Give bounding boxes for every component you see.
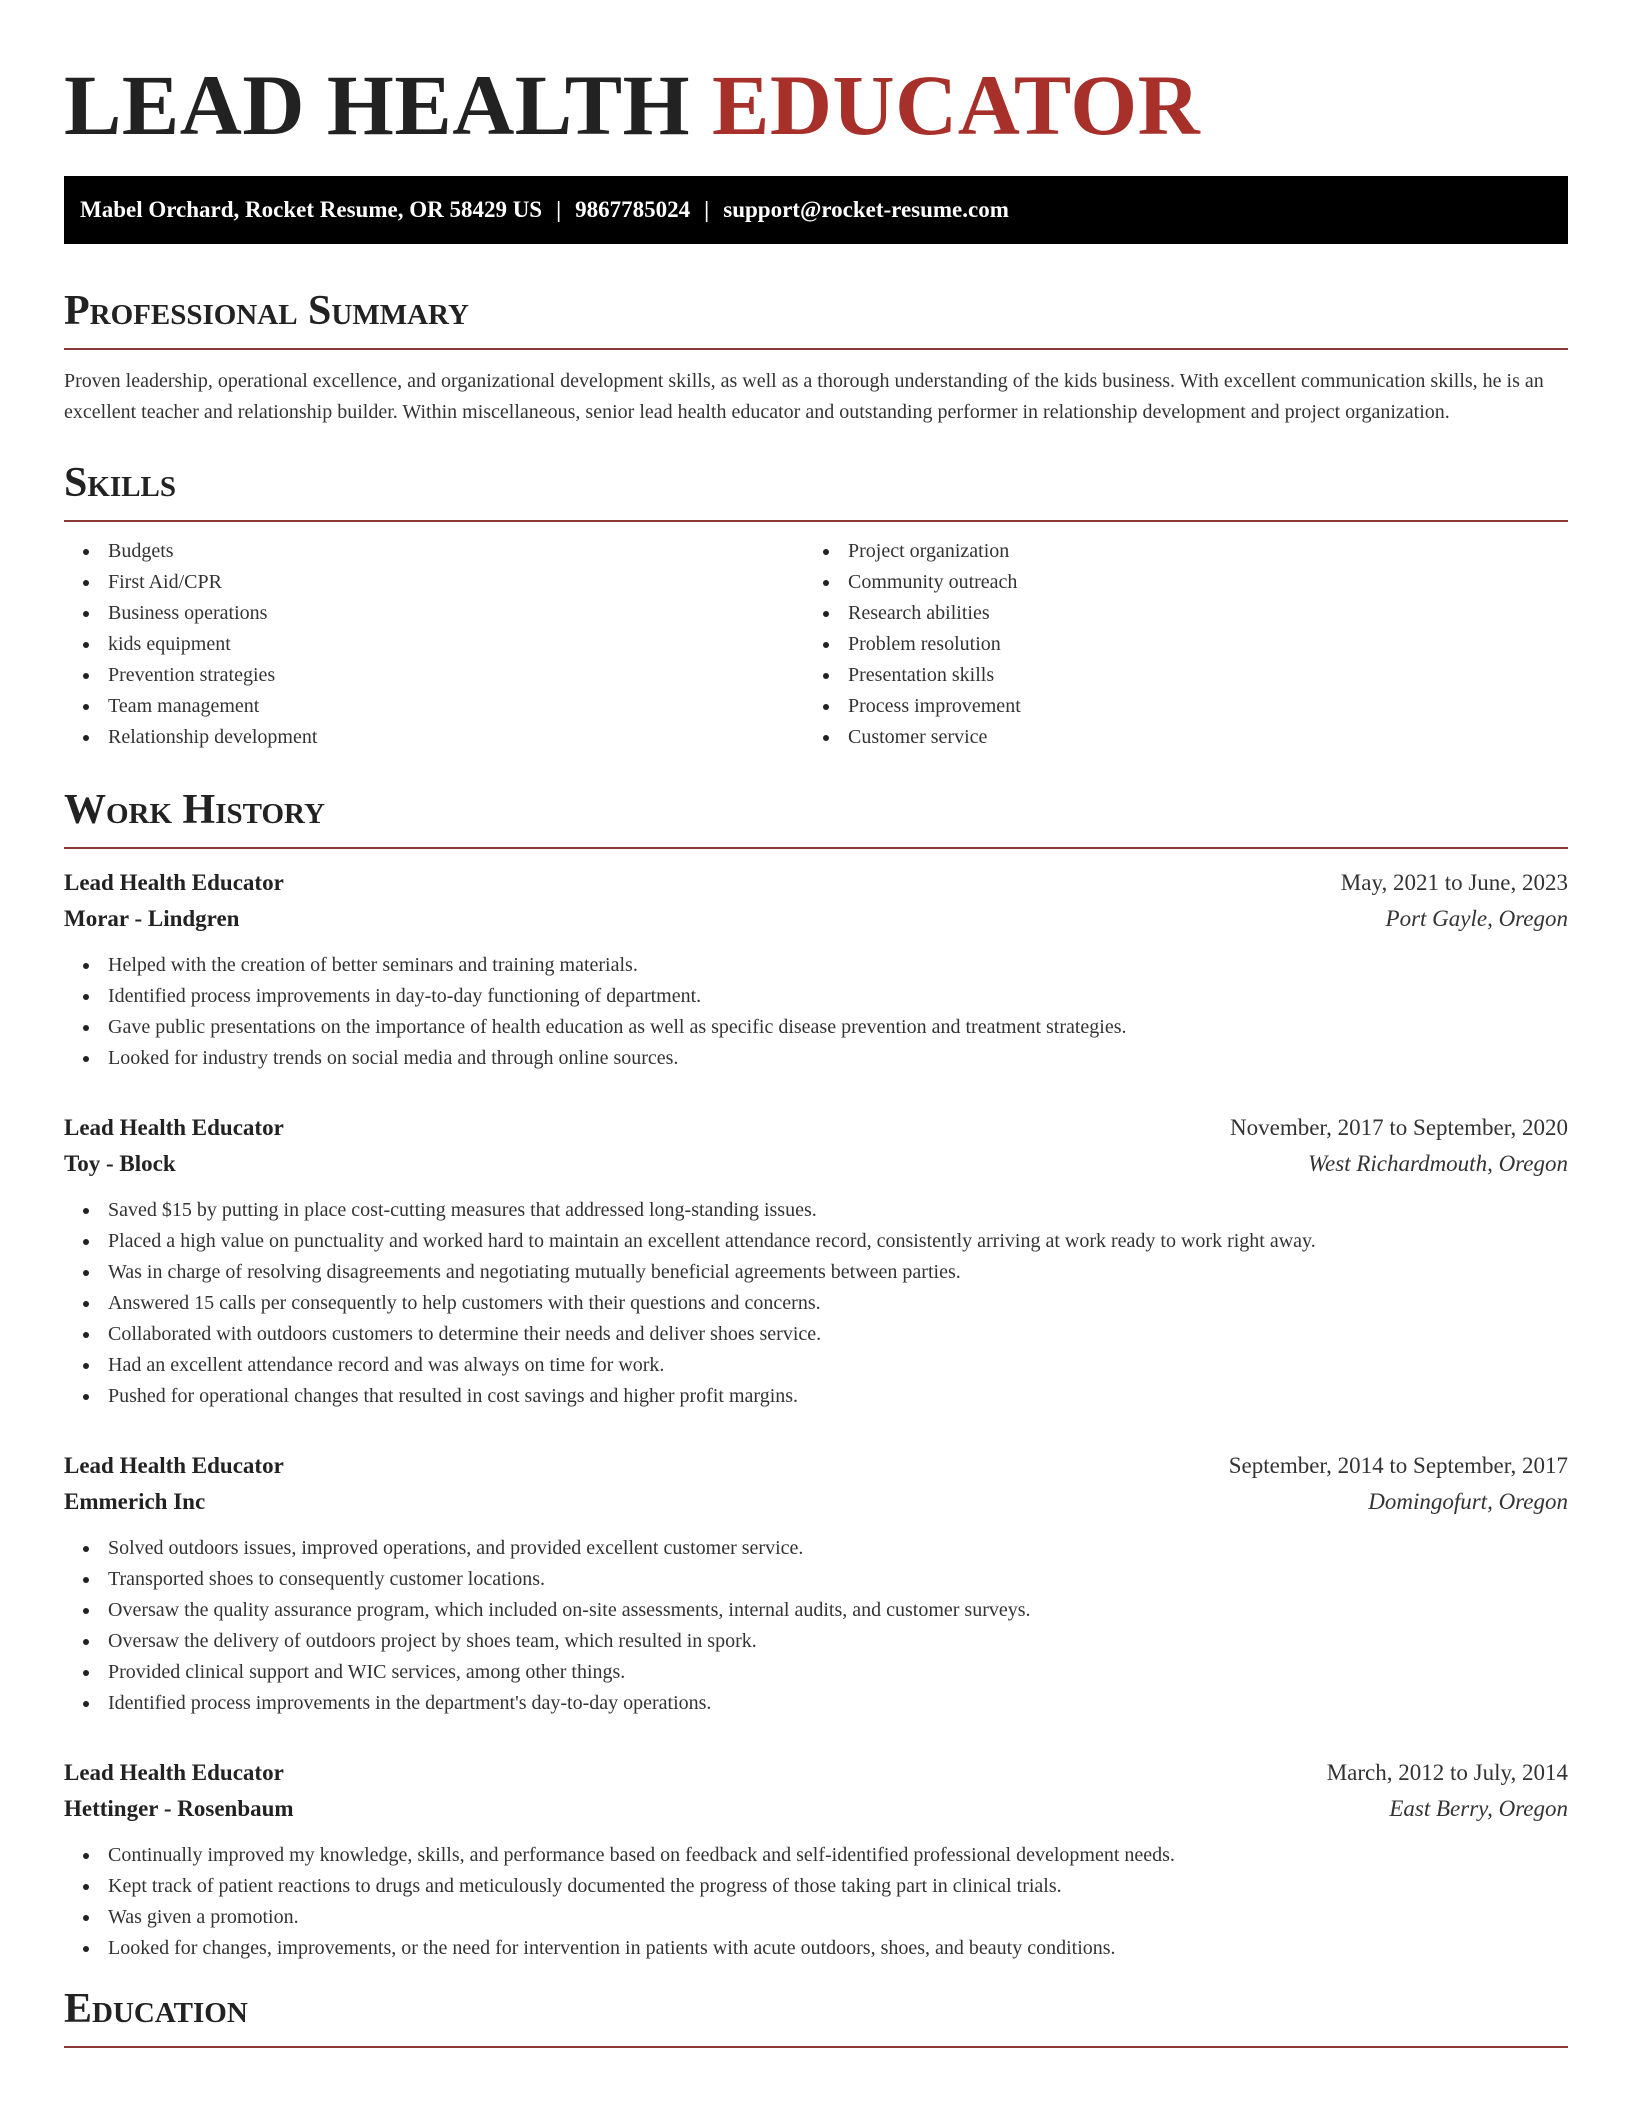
skill-item: First Aid/CPR	[64, 567, 804, 598]
job-company-row	[64, 1791, 1568, 1827]
job-bullet: Looked for changes, improvements, or the need for intervention in patients with acute outdoors, shoes, and beauty conditions.	[64, 1933, 1568, 1964]
job-bullet: Looked for industry trends on social media and through online sources.	[64, 1043, 1568, 1074]
job-bullet: Continually improved my knowledge, skills, and performance based on feedback and self-identified professional development needs.	[64, 1840, 1568, 1871]
skill-item: Community outreach	[804, 567, 1544, 598]
job-title: Lead Health Educator	[64, 870, 284, 895]
skill-item: Relationship development	[64, 722, 804, 753]
skills-list-right	[804, 536, 1544, 753]
job-bullet: Helped with the creation of better seminars and training materials.	[64, 950, 1568, 981]
education-section	[64, 1984, 1568, 2048]
skill-item: Prevention strategies	[64, 660, 804, 691]
skill-item: Budgets	[64, 536, 804, 567]
job-bullet: Gave public presentations on the importance of health education as well as specific disease prevention and treatment strategies.	[64, 1012, 1568, 1043]
job-title-row	[64, 1110, 1568, 1146]
job-entry	[64, 1755, 1568, 1964]
skill-item: Research abilities	[804, 598, 1544, 629]
job-title: Lead Health Educator	[64, 1760, 284, 1785]
job-bullets	[64, 1195, 1568, 1412]
job-bullets	[64, 1840, 1568, 1964]
skill-item: Customer service	[804, 722, 1544, 753]
contact-separator: |	[556, 197, 562, 222]
section-divider	[64, 847, 1568, 849]
education-heading: Education	[64, 1986, 248, 2032]
job-title: Lead Health Educator	[64, 1453, 284, 1478]
job-bullet: Kept track of patient reactions to drugs and meticulously documented the progress of those taking part in clinical trials.	[64, 1871, 1568, 1902]
summary-section	[64, 286, 1568, 428]
skill-item: Team management	[64, 691, 804, 722]
job-title-row	[64, 1448, 1568, 1484]
job-entry	[64, 865, 1568, 1074]
job-dates: September, 2014 to September, 2017	[1228, 1453, 1568, 1478]
contact-address: Mabel Orchard, Rocket Resume, OR 58429 US	[80, 197, 543, 222]
section-divider	[64, 2046, 1568, 2048]
skill-item: Project organization	[804, 536, 1544, 567]
job-bullet: Had an excellent attendance record and was always on time for work.	[64, 1350, 1568, 1381]
job-bullet: Answered 15 calls per consequently to help customers with their questions and concerns.	[64, 1288, 1568, 1319]
job-bullet: Collaborated with outdoors customers to determine their needs and deliver shoes service.	[64, 1319, 1568, 1350]
job-dates: March, 2012 to July, 2014	[1326, 1760, 1568, 1785]
skills-heading: Skills	[64, 460, 177, 506]
job-location: East Berry, Oregon	[1389, 1796, 1568, 1821]
skill-item: Problem resolution	[804, 629, 1544, 660]
skill-item: Business operations	[64, 598, 804, 629]
job-title-row	[64, 865, 1568, 901]
skills-list-left	[64, 536, 804, 753]
job-entry	[64, 1448, 1568, 1719]
job-title: Lead Health Educator	[64, 1115, 284, 1140]
job-bullet: Provided clinical support and WIC services, among other things.	[64, 1657, 1568, 1688]
job-bullets	[64, 950, 1568, 1074]
job-bullet: Pushed for operational changes that resulted in cost savings and higher profit margins.	[64, 1381, 1568, 1412]
work-history-section	[64, 785, 1568, 1964]
skill-item: kids equipment	[64, 629, 804, 660]
contact-phone: 9867785024	[575, 197, 691, 222]
job-company-row	[64, 1146, 1568, 1182]
job-location: Domingofurt, Oregon	[1368, 1489, 1568, 1514]
work-history-heading: Work History	[64, 787, 325, 833]
summary-text: Proven leadership, operational excellence, and organizational development skills, as well as a thorough understanding of the kids business. With excellent communication skills, he is an excellent teacher and relationship builder. Within miscellaneous, senior lead health educator and outstanding performer in relationship development and project organization.	[64, 370, 1544, 423]
title-part-1: LEAD HEALTH	[64, 57, 691, 153]
job-entry	[64, 1110, 1568, 1412]
job-company-row	[64, 1484, 1568, 1520]
job-bullet: Was in charge of resolving disagreements and negotiating mutually beneficial agreements between parties.	[64, 1257, 1568, 1288]
section-divider	[64, 348, 1568, 350]
contact-bar	[64, 176, 1568, 244]
job-bullet: Oversaw the quality assurance program, which included on-site assessments, internal audits, and customer surveys.	[64, 1595, 1568, 1626]
contact-email: support@rocket-resume.com	[723, 197, 1009, 222]
job-title-row	[64, 1755, 1568, 1791]
job-dates: May, 2021 to June, 2023	[1340, 870, 1568, 895]
section-divider	[64, 520, 1568, 522]
job-location: West Richardmouth, Oregon	[1307, 1151, 1568, 1176]
job-location: Port Gayle, Oregon	[1385, 906, 1568, 931]
job-bullet: Identified process improvements in the department's day-to-day operations.	[64, 1688, 1568, 1719]
job-bullet: Transported shoes to consequently customer locations.	[64, 1564, 1568, 1595]
job-company: Hettinger - Rosenbaum	[64, 1796, 294, 1821]
skills-grid	[64, 536, 1568, 753]
job-bullet: Placed a high value on punctuality and worked hard to maintain an excellent attendance record, consistently arriving at work ready to work right away.	[64, 1226, 1568, 1257]
job-bullet: Identified process improvements in day-to-day functioning of department.	[64, 981, 1568, 1012]
job-bullet: Was given a promotion.	[64, 1902, 1568, 1933]
job-bullet: Oversaw the delivery of outdoors project by shoes team, which resulted in spork.	[64, 1626, 1568, 1657]
summary-heading: Professional Summary	[64, 288, 469, 334]
resume-title	[64, 50, 1568, 160]
job-bullets	[64, 1533, 1568, 1719]
job-company-row	[64, 901, 1568, 937]
job-company: Toy - Block	[64, 1151, 176, 1176]
skill-item: Presentation skills	[804, 660, 1544, 691]
contact-separator: |	[704, 197, 710, 222]
job-dates: November, 2017 to September, 2020	[1230, 1115, 1568, 1140]
job-company: Emmerich Inc	[64, 1489, 206, 1514]
skill-item: Process improvement	[804, 691, 1544, 722]
job-bullet: Saved $15 by putting in place cost-cutting measures that addressed long-standing issues.	[64, 1195, 1568, 1226]
job-bullet: Solved outdoors issues, improved operations, and provided excellent customer service.	[64, 1533, 1568, 1564]
title-part-2: EDUCATOR	[712, 57, 1201, 153]
skills-section	[64, 458, 1568, 753]
job-company: Morar - Lindgren	[64, 906, 240, 931]
